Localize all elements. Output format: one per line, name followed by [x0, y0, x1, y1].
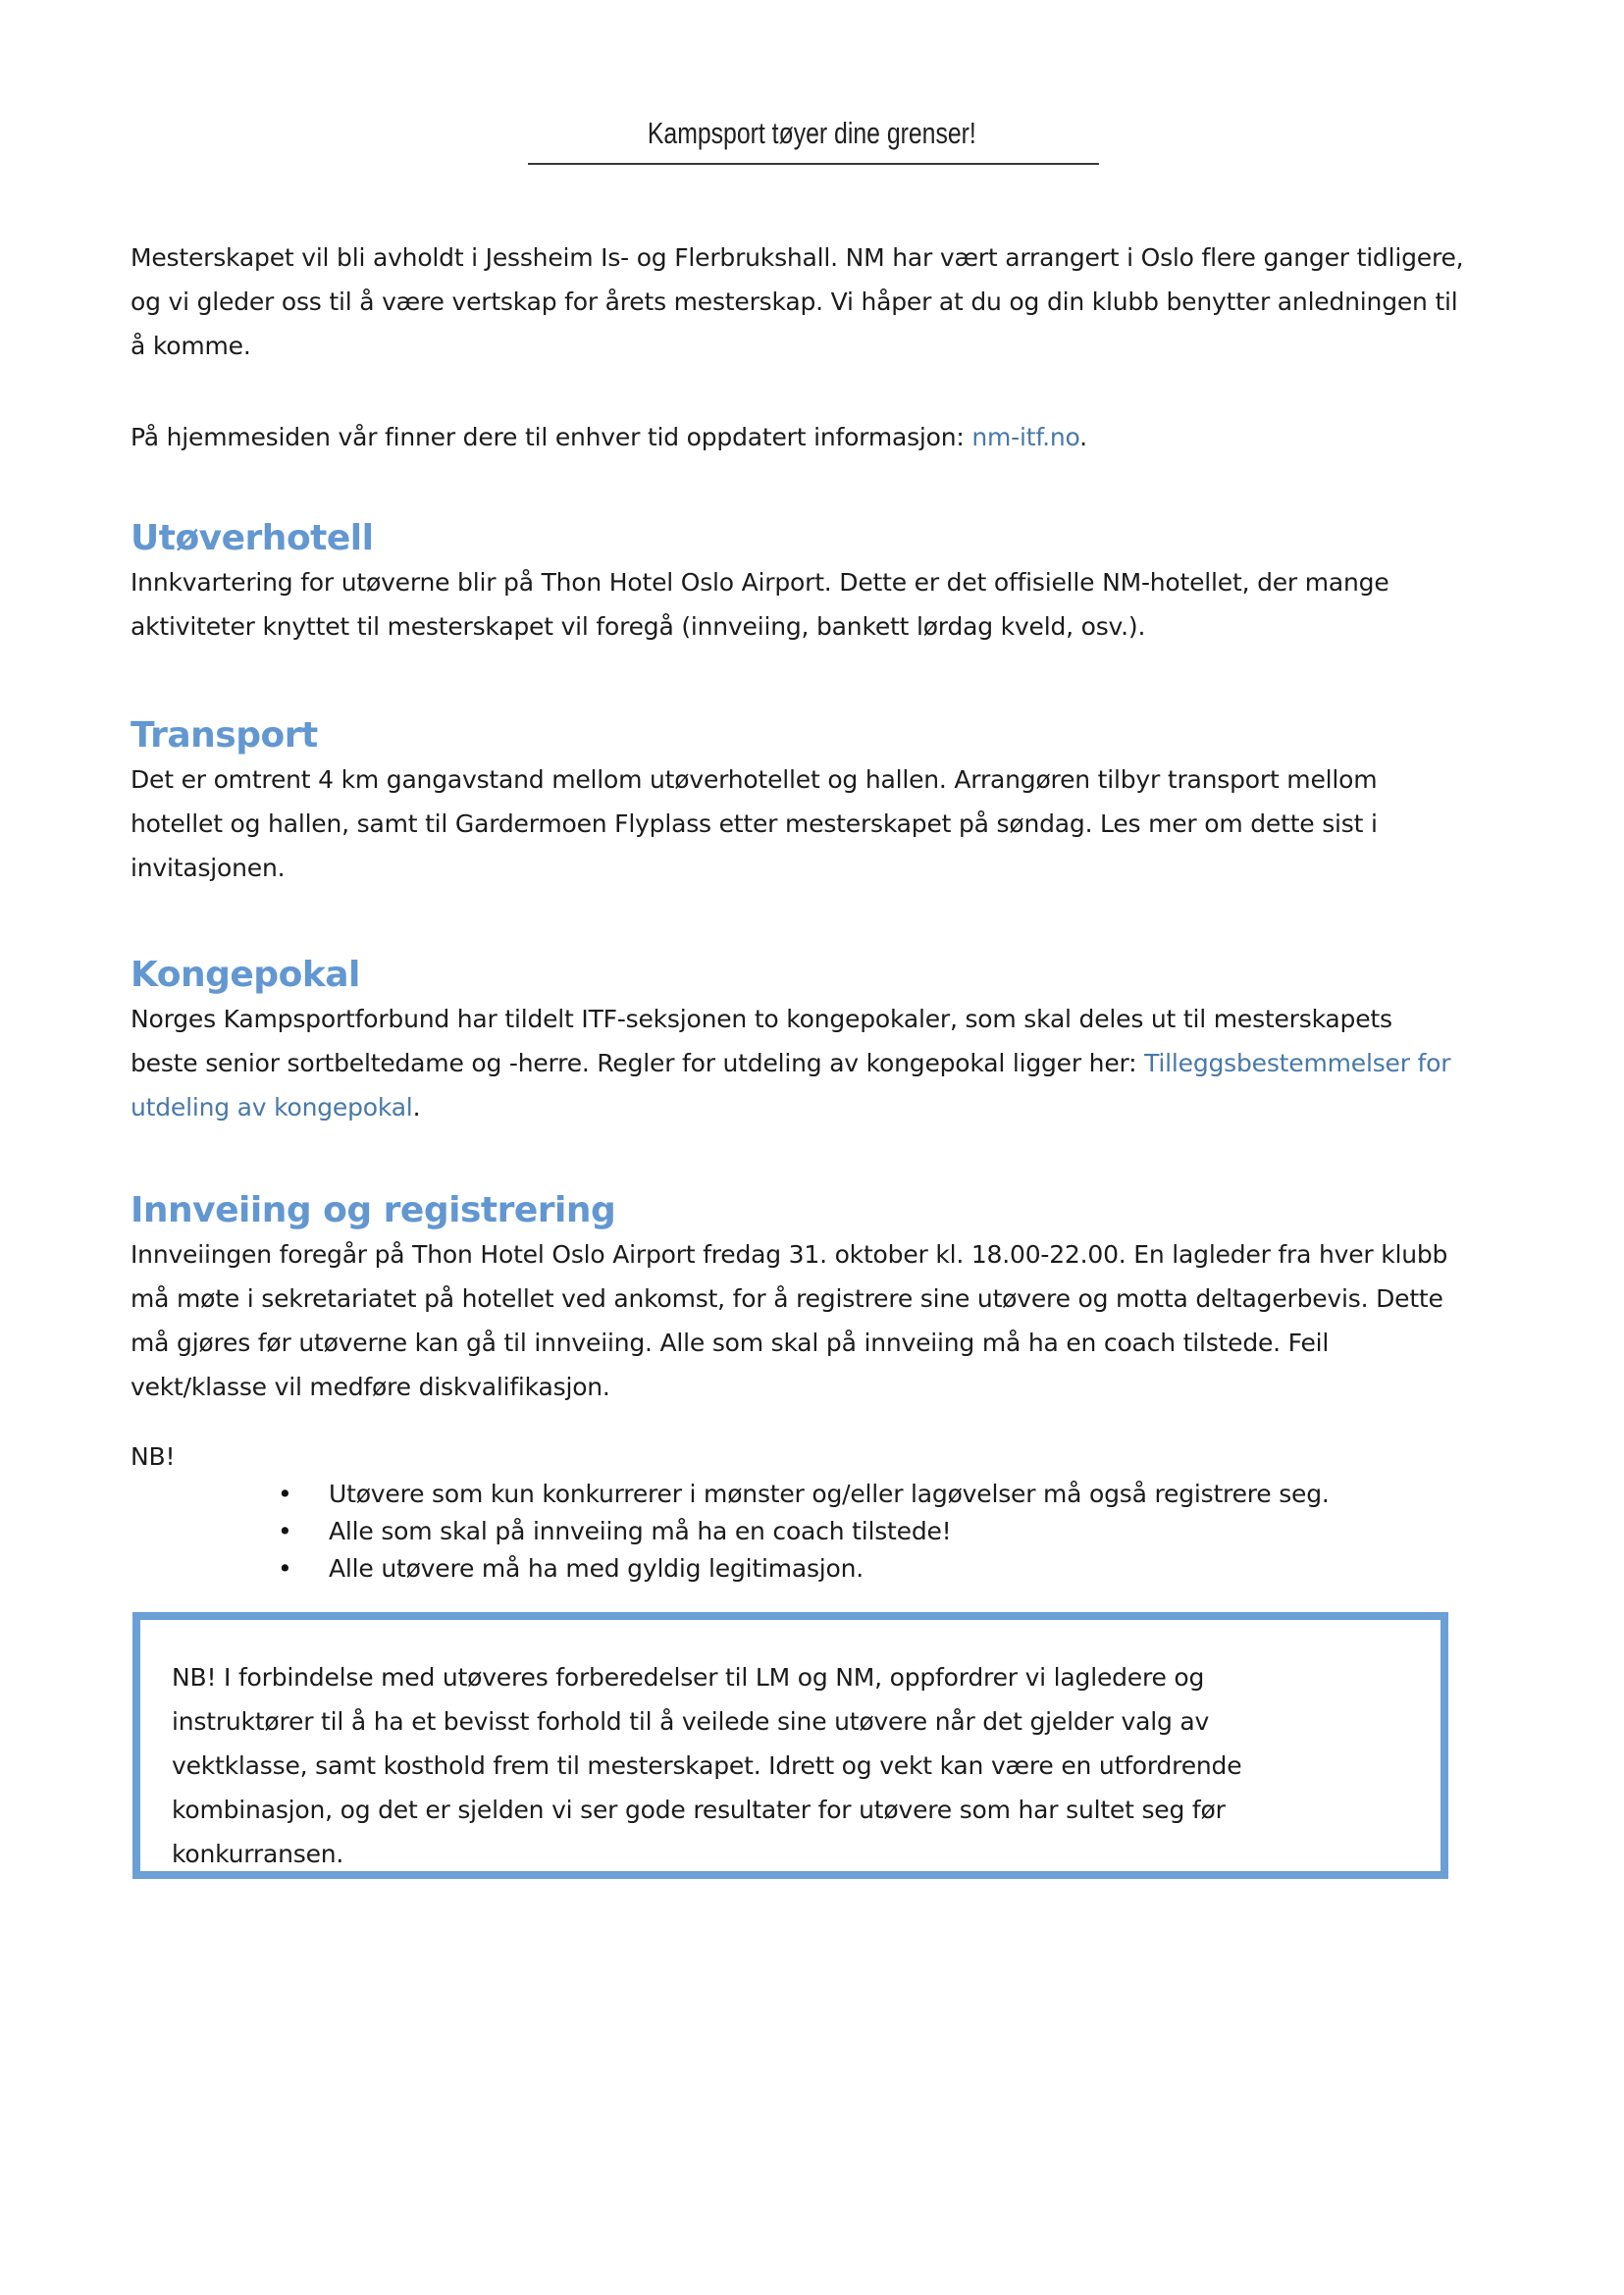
nb-bullet-list: [131, 1476, 1465, 1588]
section-title-transport: Transport: [131, 715, 318, 756]
section-title-kongepokal: Kongepokal: [131, 955, 360, 995]
list-item: [131, 1476, 1465, 1513]
notice-box: [132, 1612, 1448, 1879]
header-motto: Kampsport tøyer dine grenser!: [648, 116, 976, 150]
page-header: [0, 114, 1624, 153]
homepage-text: På hjemmesiden vår finner dere til enhver tid oppdatert informasjon:: [131, 423, 972, 451]
kongepokal-period: .: [412, 1093, 421, 1121]
section-title-innveiing: Innveiing og registrering: [131, 1190, 616, 1230]
section-body-kongepokal: [131, 997, 1465, 1129]
homepage-paragraph: [131, 415, 1465, 459]
bullet-icon: •: [278, 1517, 292, 1545]
nb-label: NB!: [131, 1442, 176, 1471]
homepage-link[interactable]: nm-itf.no: [971, 423, 1080, 451]
bullet-text: Utøvere som kun konkurrerer i mønster og/eller lagøvelser må også registrere seg.: [329, 1480, 1330, 1508]
intro-paragraph: Mesterskapet vil bli avholdt i Jessheim Is- og Flerbrukshall. NM har vært arrangert i Oslo flere ganger tidligere, og vi gleder oss til å være vertskap for årets mesterskap. Vi håper at du og din klubb benytter anledningen til å komme.: [131, 243, 1464, 360]
document-body: [131, 235, 1465, 1588]
kongepokal-rules-link[interactable]: Tilleggsbestemmelser for utdeling av kongepokal: [131, 1049, 1451, 1121]
section-body-innveiing: Innveiingen foregår på Thon Hotel Oslo Airport fredag 31. oktober kl. 18.00-22.00. En lagleder fra hver klubb må møte i sekretariatet på hotellet ved ankomst, for å registrere sine utøvere og motta deltagerbevis. Dette må gjøres før utøverne kan gå til innveiing. Alle som skal på innveiing må ha en coach tilstede. Feil vekt/klasse vil medføre diskvalifikasjon.: [131, 1240, 1448, 1401]
header-underline: [528, 163, 1099, 165]
homepage-period: .: [1079, 423, 1087, 451]
bullet-icon: •: [278, 1554, 292, 1583]
section-title-hotel: Utøverhotell: [131, 518, 374, 558]
bullet-icon: •: [278, 1480, 292, 1508]
kongepokal-text: Norges Kampsportforbund har tildelt ITF-seksjonen to kongepokaler, som skal deles ut til mesterskapets beste senior sortbeltedame og -herre. Regler for utdeling av kongepokal ligger her:: [131, 1005, 1392, 1077]
bullet-text: Alle som skal på innveiing må ha en coach tilstede!: [329, 1517, 952, 1545]
bullet-text: Alle utøvere må ha med gyldig legitimasjon.: [329, 1554, 864, 1583]
notice-box-text: NB! I forbindelse med utøveres forberedelser til LM og NM, oppfordrer vi lagledere og instruktører til å ha et bevisst forhold til å veilede sine utøvere når det gjelder valg av vektklasse, samt kosthold frem til mesterskapet. Idrett og vekt kan være en utfordrende kombinasjon, og det er sjelden vi ser gode resultater for utøvere som har sultet seg før konkurransen.: [172, 1663, 1242, 1868]
list-item: [131, 1513, 1465, 1550]
section-body-transport: Det er omtrent 4 km gangavstand mellom utøverhotellet og hallen. Arrangøren tilbyr transport mellom hotellet og hallen, samt til Gardermoen Flyplass etter mesterskapet på søndag. Les mer om dette sist i invitasjonen.: [131, 765, 1378, 882]
list-item: [131, 1550, 1465, 1588]
section-body-hotel: Innkvartering for utøverne blir på Thon Hotel Oslo Airport. Dette er det offisielle NM-hotellet, der mange aktiviteter knyttet til mesterskapet vil foregå (innveiing, bankett lørdag kveld, osv.).: [131, 568, 1389, 641]
